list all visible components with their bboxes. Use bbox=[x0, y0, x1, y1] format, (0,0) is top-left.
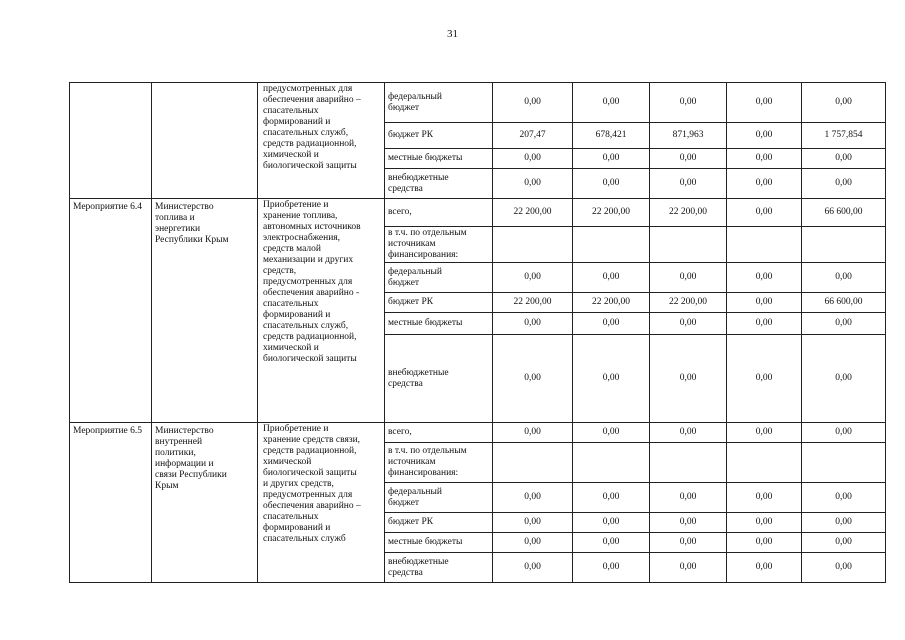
text-line: внебюджетные bbox=[388, 556, 449, 567]
amount-cell: 0,00 bbox=[727, 293, 802, 313]
text-line: формирований и bbox=[263, 310, 331, 320]
text-line: внебюджетные bbox=[388, 172, 449, 183]
amount-cell: 871,963 bbox=[650, 123, 727, 149]
amount-cell: 0,00 bbox=[573, 169, 650, 199]
text-line: предусмотренных для bbox=[263, 84, 353, 94]
amount-cell bbox=[573, 443, 650, 483]
funding-source-cell bbox=[385, 83, 493, 123]
amount-cell: 0,00 bbox=[650, 483, 727, 513]
text-line: федеральный bbox=[388, 266, 442, 277]
text-line: спасательных bbox=[263, 299, 319, 309]
text-line: средства bbox=[388, 183, 423, 194]
funding-source-cell bbox=[385, 293, 493, 313]
text-line: бюджет РК bbox=[388, 517, 434, 527]
funding-source-cell bbox=[385, 227, 493, 263]
amount-cell: 22 200,00 bbox=[650, 199, 727, 227]
funding-source-cell bbox=[385, 553, 493, 583]
amount-cell: 0,00 bbox=[802, 533, 886, 553]
amount-cell: 0,00 bbox=[493, 335, 573, 423]
text-line: хранение топлива, bbox=[263, 211, 338, 221]
amount-cell: 0,00 bbox=[802, 483, 886, 513]
text-line: спасательных служб, bbox=[263, 321, 349, 331]
amount-cell: 0,00 bbox=[493, 313, 573, 335]
text-line: формирований и bbox=[263, 117, 331, 127]
amount-cell: 0,00 bbox=[802, 335, 886, 423]
text-line: федеральный bbox=[388, 91, 442, 102]
text-line: средства bbox=[388, 567, 423, 578]
funding-source-cell bbox=[385, 263, 493, 293]
text-line: химической и bbox=[263, 343, 319, 353]
amount-cell: 0,00 bbox=[573, 263, 650, 293]
text-line: хранение средств связи, bbox=[263, 435, 361, 445]
page-number: 31 bbox=[447, 28, 458, 40]
amount-cell: 66 600,00 bbox=[802, 293, 886, 313]
amount-cell bbox=[493, 443, 573, 483]
amount-cell: 22 200,00 bbox=[650, 293, 727, 313]
amount-cell: 0,00 bbox=[727, 335, 802, 423]
text-line: политики, bbox=[155, 448, 196, 458]
funding-source-cell bbox=[385, 423, 493, 443]
funding-source-cell bbox=[385, 313, 493, 335]
text-line: всего, bbox=[388, 427, 412, 437]
amount-cell: 0,00 bbox=[493, 483, 573, 513]
description-cell bbox=[258, 83, 385, 199]
amount-cell: 0,00 bbox=[650, 423, 727, 443]
amount-cell: 0,00 bbox=[650, 149, 727, 169]
amount-cell: 0,00 bbox=[573, 83, 650, 123]
text-line: спасательных служб, bbox=[263, 128, 349, 138]
amount-cell: 66 600,00 bbox=[802, 199, 886, 227]
amount-cell bbox=[650, 227, 727, 263]
amount-cell bbox=[650, 443, 727, 483]
event-cell: Мероприятие 6.4 bbox=[70, 199, 152, 423]
amount-cell: 0,00 bbox=[727, 123, 802, 149]
amount-cell: 0,00 bbox=[650, 533, 727, 553]
funding-source-cell bbox=[385, 513, 493, 533]
text-line: химической bbox=[263, 457, 312, 467]
text-line: в т.ч. по отдельным bbox=[388, 228, 467, 238]
funding-table bbox=[69, 82, 886, 583]
funding-source-cell bbox=[385, 335, 493, 423]
text-line: электроснабжения, bbox=[263, 233, 341, 243]
text-line: внутренней bbox=[155, 437, 203, 447]
amount-cell: 0,00 bbox=[802, 423, 886, 443]
text-line: местные бюджеты bbox=[388, 318, 463, 328]
funding-source-cell bbox=[385, 483, 493, 513]
text-line: бюджет bbox=[388, 102, 420, 113]
text-line: обеспечения аварийно – bbox=[263, 501, 361, 511]
text-line: федеральный bbox=[388, 486, 442, 497]
text-line: химической и bbox=[263, 150, 319, 160]
amount-cell: 0,00 bbox=[802, 169, 886, 199]
text-line: местные бюджеты bbox=[388, 153, 463, 163]
amount-cell: 678,421 bbox=[573, 123, 650, 149]
amount-cell: 0,00 bbox=[573, 335, 650, 423]
event-cell bbox=[70, 83, 152, 199]
text-line: Приобретение и bbox=[263, 200, 329, 210]
description-cell bbox=[258, 199, 385, 423]
amount-cell bbox=[802, 227, 886, 263]
amount-cell: 0,00 bbox=[727, 263, 802, 293]
text-line: механизации и других bbox=[263, 255, 354, 265]
text-line: финансирования: bbox=[388, 250, 459, 260]
funding-source-cell bbox=[385, 199, 493, 227]
text-line: Министерство bbox=[155, 202, 214, 212]
text-line: средств радиационной, bbox=[263, 139, 357, 149]
amount-cell: 0,00 bbox=[493, 423, 573, 443]
table-row bbox=[70, 423, 886, 443]
amount-cell: 0,00 bbox=[493, 83, 573, 123]
text-line: связи Республики bbox=[155, 470, 227, 480]
funding-source-cell bbox=[385, 443, 493, 483]
text-line: спасательных bbox=[263, 512, 319, 522]
amount-cell: 0,00 bbox=[493, 263, 573, 293]
amount-cell bbox=[727, 227, 802, 263]
amount-cell: 0,00 bbox=[650, 513, 727, 533]
text-line: биологической защиты bbox=[263, 161, 357, 171]
amount-cell: 1 757,854 bbox=[802, 123, 886, 149]
text-line: средств радиационной, bbox=[263, 332, 357, 342]
funding-source-cell bbox=[385, 533, 493, 553]
text-line: предусмотренных для bbox=[263, 490, 353, 500]
text-line: предусмотренных для bbox=[263, 277, 353, 287]
text-line: средств радиационной, bbox=[263, 446, 357, 456]
amount-cell: 0,00 bbox=[802, 149, 886, 169]
amount-cell: 0,00 bbox=[650, 83, 727, 123]
amount-cell: 22 200,00 bbox=[573, 199, 650, 227]
amount-cell: 0,00 bbox=[802, 553, 886, 583]
text-line: энергетики bbox=[155, 224, 201, 234]
amount-cell: 0,00 bbox=[727, 513, 802, 533]
amount-cell bbox=[802, 443, 886, 483]
amount-cell: 0,00 bbox=[493, 553, 573, 583]
amount-cell: 0,00 bbox=[727, 533, 802, 553]
amount-cell: 0,00 bbox=[650, 313, 727, 335]
amount-cell: 0,00 bbox=[573, 423, 650, 443]
text-line: топлива и bbox=[155, 213, 195, 223]
amount-cell: 0,00 bbox=[650, 335, 727, 423]
amount-cell: 0,00 bbox=[727, 169, 802, 199]
amount-cell: 0,00 bbox=[650, 169, 727, 199]
text-line: спасательных bbox=[263, 106, 319, 116]
amount-cell bbox=[493, 227, 573, 263]
text-line: источникам bbox=[388, 239, 436, 249]
text-line: бюджет РК bbox=[388, 130, 434, 140]
text-line: средства bbox=[388, 378, 423, 389]
text-line: средств малой bbox=[263, 244, 321, 254]
text-line: Министерство bbox=[155, 426, 214, 436]
text-line: всего, bbox=[388, 207, 412, 217]
amount-cell: 0,00 bbox=[727, 423, 802, 443]
amount-cell: 0,00 bbox=[493, 169, 573, 199]
amount-cell: 0,00 bbox=[573, 483, 650, 513]
amount-cell: 0,00 bbox=[727, 483, 802, 513]
amount-cell: 0,00 bbox=[802, 263, 886, 293]
amount-cell: 0,00 bbox=[650, 263, 727, 293]
amount-cell: 0,00 bbox=[573, 513, 650, 533]
table-row bbox=[70, 199, 886, 227]
text-line: информации и bbox=[155, 459, 214, 469]
amount-cell: 0,00 bbox=[493, 533, 573, 553]
funding-source-cell bbox=[385, 149, 493, 169]
text-line: автономных источников bbox=[263, 222, 361, 232]
executor-cell bbox=[152, 199, 258, 423]
text-line: бюджет bbox=[388, 277, 420, 288]
text-line: обеспечения аварийно – bbox=[263, 95, 361, 105]
amount-cell: 0,00 bbox=[573, 313, 650, 335]
text-line: обеспечения аварийно - bbox=[263, 288, 360, 298]
text-line: местные бюджеты bbox=[388, 537, 463, 547]
executor-cell bbox=[152, 423, 258, 583]
text-line: Приобретение и bbox=[263, 424, 329, 434]
text-line: Крым bbox=[155, 481, 179, 491]
amount-cell: 22 200,00 bbox=[493, 199, 573, 227]
text-line: биологической защиты bbox=[263, 354, 357, 364]
funding-source-cell bbox=[385, 169, 493, 199]
amount-cell: 0,00 bbox=[727, 199, 802, 227]
funding-source-cell bbox=[385, 123, 493, 149]
amount-cell: 0,00 bbox=[727, 149, 802, 169]
text-line: средств, bbox=[263, 266, 297, 276]
amount-cell: 0,00 bbox=[727, 313, 802, 335]
text-line: биологической защиты bbox=[263, 468, 357, 478]
amount-cell: 0,00 bbox=[802, 83, 886, 123]
amount-cell: 0,00 bbox=[493, 513, 573, 533]
amount-cell: 207,47 bbox=[493, 123, 573, 149]
amount-cell: 0,00 bbox=[650, 553, 727, 583]
amount-cell: 0,00 bbox=[802, 313, 886, 335]
amount-cell: 0,00 bbox=[573, 553, 650, 583]
amount-cell: 22 200,00 bbox=[573, 293, 650, 313]
amount-cell: 0,00 bbox=[573, 533, 650, 553]
executor-cell bbox=[152, 83, 258, 199]
text-line: бюджет bbox=[388, 497, 420, 508]
text-line: источникам bbox=[388, 457, 436, 467]
text-line: финансирования: bbox=[388, 468, 459, 478]
text-line: спасательных служб bbox=[263, 534, 346, 544]
text-line: и других средств, bbox=[263, 479, 334, 489]
description-cell bbox=[258, 423, 385, 583]
text-line: в т.ч. по отдельным bbox=[388, 446, 467, 456]
text-line: Республики Крым bbox=[155, 235, 229, 245]
amount-cell bbox=[573, 227, 650, 263]
amount-cell bbox=[727, 443, 802, 483]
amount-cell: 0,00 bbox=[727, 83, 802, 123]
text-line: внебюджетные bbox=[388, 367, 449, 378]
amount-cell: 0,00 bbox=[727, 553, 802, 583]
table-row bbox=[70, 83, 886, 123]
text-line: формирований и bbox=[263, 523, 331, 533]
amount-cell: 22 200,00 bbox=[493, 293, 573, 313]
text-line: бюджет РК bbox=[388, 297, 434, 307]
event-cell: Мероприятие 6.5 bbox=[70, 423, 152, 583]
amount-cell: 0,00 bbox=[573, 149, 650, 169]
amount-cell: 0,00 bbox=[493, 149, 573, 169]
amount-cell: 0,00 bbox=[802, 513, 886, 533]
